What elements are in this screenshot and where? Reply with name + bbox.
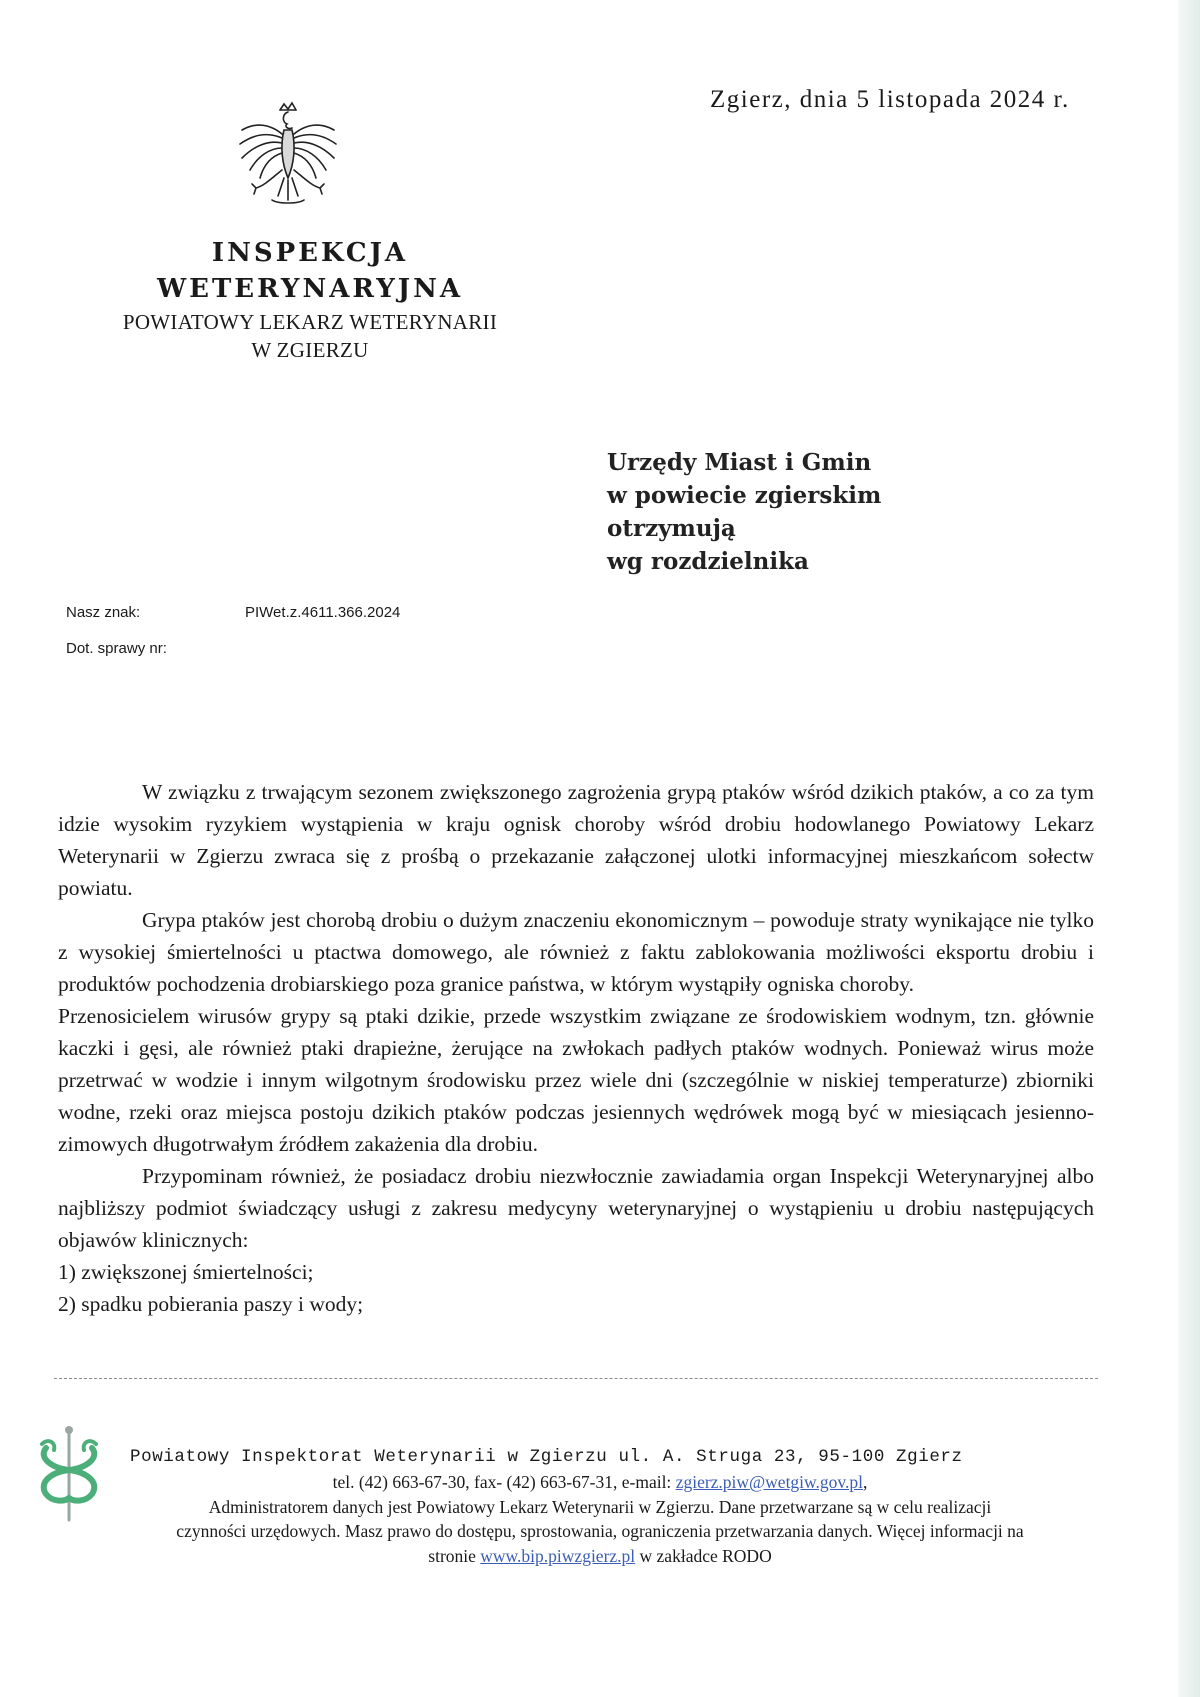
footer-rodo-line: czynności urzędowych. Masz prawo do dostępu, sprostowania, ograniczenia przetwarzania danych. Więcej informacji na <box>176 1521 1024 1541</box>
recipient-line: wg rozdzielnika <box>607 548 809 575</box>
body-paragraph: W związku z trwającym sezonem zwiększonego zagrożenia grypą ptaków wśród dzikich ptaków, a co za tym idzie wysokim ryzykiem wystąpienia w kraju ognisk choroby wśród drobiu hodowlanego Powiatowy Lekarz Weterynarii w Zgierzu zwraca się z prośbą o przekazanie załączonej ulotki informacyjnej mieszkańcom sołectw powiatu. <box>58 780 1094 900</box>
footer-contact <box>40 1472 1160 1493</box>
letter-date: Zgierz, dnia 5 listopada 2024 r. <box>710 86 1070 113</box>
body-paragraph: Grypa ptaków jest chorobą drobiu o dużym znaczeniu ekonomicznym – powoduje straty wynikające nie tylko z wysokiej śmiertelności u ptactwa domowego, ale również z faktu zablokowania możliwości eksportu drobiu i produktów pochodzenia drobiarskiego poza granice państwa, w którym wystąpiły ogniska choroby. <box>58 908 1094 996</box>
our-reference-value: PIWet.z.4611.366.2024 <box>245 604 401 621</box>
case-number-label: Dot. sprawy nr: <box>66 640 167 657</box>
website-link[interactable]: www.bip.piwzgierz.pl <box>480 1546 636 1566</box>
recipient-line: w powiecie zgierskim <box>607 482 882 509</box>
recipient-line: otrzymują <box>607 515 736 542</box>
office-name-line1: POWIATOWY LEKARZ WETERYNARII <box>122 310 498 334</box>
footer-address: Powiatowy Inspektorat Weterynarii w Zgierzu ul. A. Struga 23, 95-100 Zgierz <box>130 1447 963 1467</box>
recipient-block <box>607 446 881 578</box>
footer-rodo-suffix: w zakładce RODO <box>635 1546 772 1566</box>
institution-name-line1: INSPEKCJA <box>211 238 409 268</box>
scan-edge-shadow <box>1178 0 1200 1697</box>
polish-eagle-icon <box>232 100 344 216</box>
body-paragraph: Przypominam również, że posiadacz drobiu niezwłocznie zawiadamia organ Inspekcji Weterynaryjnej albo najbliższy podmiot świadczący usługi z zakresu medycyny weterynaryjnej o wystąpieniu u drobiu następujących objawów klinicznych: <box>58 1164 1094 1252</box>
office-name-line2: W ZGIERZU <box>251 338 369 362</box>
institution-name-line2: WETERYNARYJNA <box>156 274 464 304</box>
list-item: 2) spadku pobierania paszy i wody; <box>58 1292 364 1316</box>
footer-divider <box>54 1378 1098 1379</box>
footer-rodo-line: Administratorem danych jest Powiatowy Lekarz Weterynarii w Zgierzu. Dane przetwarzane są w celu realizacji <box>208 1497 992 1517</box>
footer-rodo-line <box>40 1546 1160 1567</box>
our-reference-label: Nasz znak: <box>66 604 141 621</box>
list-item: 1) zwiększonej śmiertelności; <box>58 1260 314 1284</box>
email-link[interactable]: zgierz.piw@wetgiw.gov.pl <box>675 1472 864 1492</box>
footer-contact-suffix: , <box>863 1472 868 1492</box>
footer-contact-text: tel. (42) 663-67-30, fax- (42) 663-67-31, e-mail: <box>332 1472 676 1492</box>
letter-body <box>58 776 1094 1320</box>
body-paragraph: Przenosicielem wirusów grypy są ptaki dzikie, przede wszystkim związane ze środowiskiem wodnym, tzn. głównie kaczki i gęsi, ale również ptaki drapieżne, żerujące na zwłokach padłych ptaków wodnych. Ponieważ wirus może przetrwać w wodzie i innym wilgotnym środowisku przez wiele dni (szczególnie w niskiej temperaturze) zbiorniki wodne, rzeki oraz miejsca postoju dzikich ptaków podczas jesiennych wędrówek mogą być w miesiącach jesienno-zimowych długotrwałym źródłem zakażenia dla drobiu. <box>58 1004 1094 1156</box>
recipient-line: Urzędy Miast i Gmin <box>607 449 872 476</box>
footer-rodo-prefix: stronie <box>428 1546 481 1566</box>
